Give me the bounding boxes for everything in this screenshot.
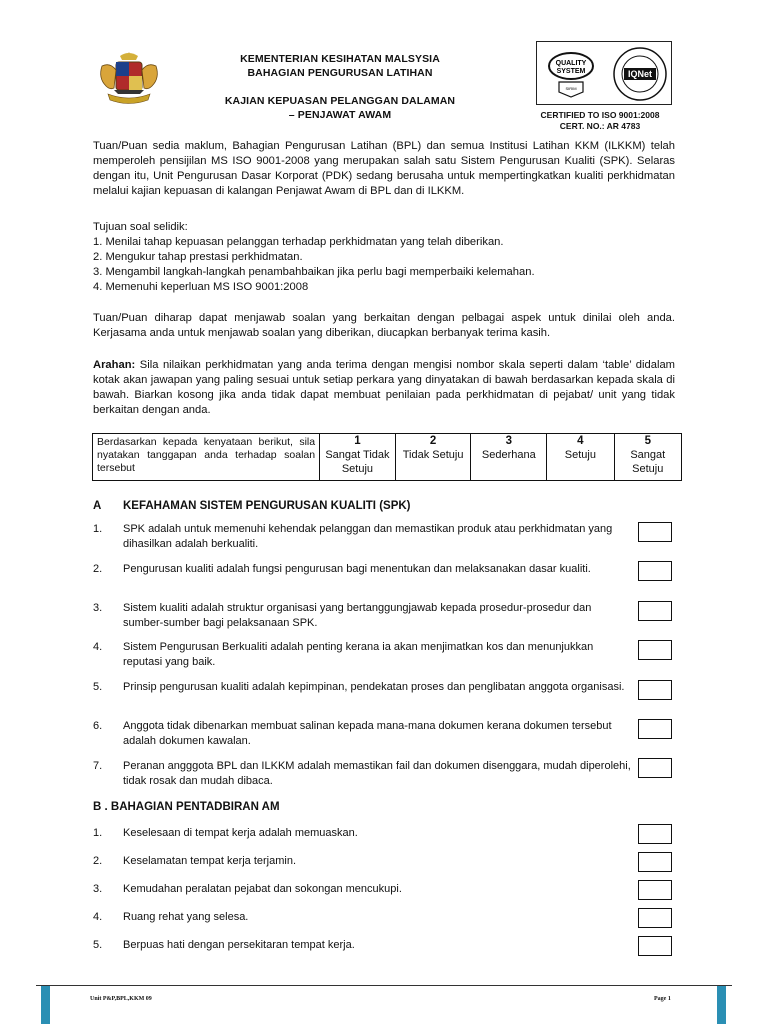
objective-item: 4. Memenuhi keperluan MS ISO 9001:2008 <box>93 281 309 293</box>
question-number: 5. <box>93 939 103 951</box>
objective-item: 3. Mengambil langkah-langkah penambahbaikan jika perlu bagi memperbaiki kelemahan. <box>93 266 535 278</box>
scale-level <box>471 434 547 481</box>
answer-box-b4[interactable] <box>638 908 672 928</box>
sirim-text: SIRIM <box>565 86 577 91</box>
survey-title: KAJIAN KEPUASAN PELANGGAN DALAMAN <box>224 95 456 107</box>
question-b5 <box>93 938 633 953</box>
question-text: Peranan angggota BPL dan ILKKM adalah memastikan fail dan dokumen disenggara, mudah diperolehi, tidak rosak dan mudah dibaca. <box>123 760 631 787</box>
scale-number: 1 <box>354 435 361 447</box>
question-text: Sistem Pengurusan Berkualiti adalah penting kerana ia akan menjimatkan kos dan menunjukkan reputasi yang baik. <box>123 641 594 668</box>
question-number: 5. <box>93 681 103 693</box>
survey-subtitle: – PENJAWAT AWAM <box>288 109 392 121</box>
answer-box-a3[interactable] <box>638 601 672 621</box>
objectives-list <box>93 220 675 295</box>
rating-scale-table <box>92 433 682 481</box>
question-number: 6. <box>93 720 103 732</box>
iso-cert-line: CERTIFIED TO ISO 9001:2008 <box>540 110 660 120</box>
question-text: SPK adalah untuk memenuhi kehendak pelanggan dan memastikan produk atau perkhidmatan yang dihasilkan adalah berkualiti. <box>123 523 613 550</box>
scale-label: Setuju <box>564 449 596 461</box>
question-number: 1. <box>93 523 103 535</box>
system-text: SYSTEM <box>556 68 586 75</box>
scale-number: 5 <box>644 435 651 447</box>
question-text: Berpuas hati dengan persekitaran tempat kerja. <box>123 939 355 951</box>
ministry-name: KEMENTERIAN KESIHATAN MALSYSIA <box>240 53 440 65</box>
question-b2 <box>93 854 633 869</box>
question-number: 1. <box>93 827 103 839</box>
question-text: Keselesaan di tempat kerja adalah memuaskan. <box>123 827 358 839</box>
intro-paragraph: Tuan/Puan sedia maklum, Bahagian Pengurusan Latihan (BPL) dan semua Institusi Latihan KKM (ILKKM) telah memperoleh pensijilan MS ISO 9001-2008 yang merupakan salah satu Sistem Pengurusan Kualiti (SPK). Selaras dengan itu, Unit Pengurusan Dasar Korporat (PDK) sedang berusaha untuk mempertingkatkan kualiti perkhidmatan melalui kajian kepuasan di kalangan Penjawat Awam di BPL dan di ILKKM. <box>93 140 675 197</box>
question-a4 <box>93 640 633 670</box>
division-name: BAHAGIAN PENGURUSAN LATIHAN <box>247 67 433 79</box>
scale-number: 2 <box>429 435 437 447</box>
question-b1 <box>93 826 633 841</box>
objectives-title: Tujuan soal selidik: <box>93 221 188 233</box>
objective-item: 1. Menilai tahap kepuasan pelanggan terhadap perkhidmatan yang telah diberikan. <box>93 236 504 248</box>
question-text: Anggota tidak dibenarkan membuat salinan kepada mana-mana dokumen kerana dokumen tersebut adalah dokumen kawalan. <box>123 720 612 747</box>
answer-box-b2[interactable] <box>638 852 672 872</box>
section-b-title: B . BAHAGIAN PENTADBIRAN AM <box>93 801 280 813</box>
scale-label: Tidak Setuju <box>402 449 464 461</box>
answer-box-a4[interactable] <box>638 640 672 660</box>
section-letter: A <box>93 500 102 512</box>
question-text: Keselamatan tempat kerja terjamin. <box>123 855 297 867</box>
question-a6 <box>93 719 633 749</box>
instructions-label: Arahan: <box>93 359 136 371</box>
certification-text <box>520 110 680 132</box>
footer-bar-left <box>41 986 50 1024</box>
instructions-paragraph <box>93 358 675 418</box>
question-text: Prinsip pengurusan kualiti adalah kepimpinan, pendekatan proses dan penglibatan anggota organisasi. <box>123 681 625 693</box>
request-paragraph: Tuan/Puan diharap dapat menjawab soalan yang berkaitan dengan pelbagai aspek untuk dinilai oleh anda. Kerjasama anda untuk menjawab soalan yang diberikan, diucapkan berbanyak terima kasih. <box>93 312 675 339</box>
question-number: 3. <box>93 602 103 614</box>
question-number: 4. <box>93 911 103 923</box>
answer-box-a5[interactable] <box>638 680 672 700</box>
iqnet-logo <box>611 45 669 103</box>
answer-box-b3[interactable] <box>638 880 672 900</box>
answer-box-a6[interactable] <box>638 719 672 739</box>
answer-box-a1[interactable] <box>638 522 672 542</box>
section-heading: KEFAHAMAN SISTEM PENGURUSAN KUALITI (SPK) <box>123 500 411 512</box>
question-text: Pengurusan kualiti adalah fungsi pengurusan bagi menentukan dan melaksanakan dasar kualiti. <box>123 563 591 575</box>
footer-divider <box>36 985 732 986</box>
question-a1 <box>93 522 633 552</box>
scale-label: Sederhana <box>481 449 536 461</box>
scale-level <box>547 434 614 481</box>
scale-level <box>320 434 396 481</box>
question-number: 3. <box>93 883 103 895</box>
question-number: 2. <box>93 855 103 867</box>
question-a2 <box>93 562 633 577</box>
footer-page-number: Page 1 <box>654 996 671 1002</box>
answer-box-b5[interactable] <box>638 936 672 956</box>
question-b3 <box>93 882 633 897</box>
scale-number: 3 <box>505 435 513 447</box>
question-a3 <box>93 601 633 631</box>
footer-unit-code: Unit P&P,BPL,KKM 09 <box>90 996 152 1002</box>
quality-text: QUALITY <box>555 60 587 67</box>
question-number: 2. <box>93 563 103 575</box>
scale-level <box>614 434 681 481</box>
section-a-title <box>93 500 411 512</box>
certification-logos <box>536 41 672 105</box>
scale-level <box>395 434 471 481</box>
quality-system-logo <box>545 48 597 100</box>
iqnet-text: IQNet <box>627 69 653 79</box>
scale-label: Sangat Setuju <box>630 449 666 475</box>
question-text: Sistem kualiti adalah struktur organisasi yang bertanggungjawab kepada prosedur-prosedur dan sumber-sumber bagi pelaksanaan SPK. <box>123 602 592 629</box>
answer-box-b1[interactable] <box>638 824 672 844</box>
question-number: 4. <box>93 641 103 653</box>
question-b4 <box>93 910 633 925</box>
question-a7 <box>93 759 633 789</box>
answer-box-a2[interactable] <box>638 561 672 581</box>
cert-number: CERT. NO.: AR 4783 <box>559 121 641 131</box>
scale-number: 4 <box>577 435 584 447</box>
scale-description: Berdasarkan kepada kenyataan berikut, sila nyatakan tanggapan anda terhadap soalan tersebut <box>93 434 320 481</box>
malaysia-crest-logo <box>96 50 162 108</box>
instructions-text: Sila nilaikan perkhidmatan yang anda terima dengan mengisi nombor skala seperti dalam ‘table’ didalam kotak akan jawapan yang paling sesuai untuk setiap perkara yang dinyatakan di bawah berdasarkan kepada skala di bawah. Biarkan kosong jika anda tidak dapat membuat penilaian pada perkhidmatan di pejabat/ unit yang tidak berkaitan dengan anda. <box>93 359 675 416</box>
question-text: Ruang rehat yang selesa. <box>123 911 249 923</box>
scale-label: Sangat Tidak Setuju <box>325 449 390 475</box>
document-heading <box>210 52 470 122</box>
question-a5 <box>93 680 633 695</box>
question-text: Kemudahan peralatan pejabat dan sokongan mencukupi. <box>123 883 402 895</box>
objective-item: 2. Mengukur tahap prestasi perkhidmatan. <box>93 251 303 263</box>
answer-box-a7[interactable] <box>638 758 672 778</box>
footer-bar-right <box>717 986 726 1024</box>
question-number: 7. <box>93 760 103 772</box>
